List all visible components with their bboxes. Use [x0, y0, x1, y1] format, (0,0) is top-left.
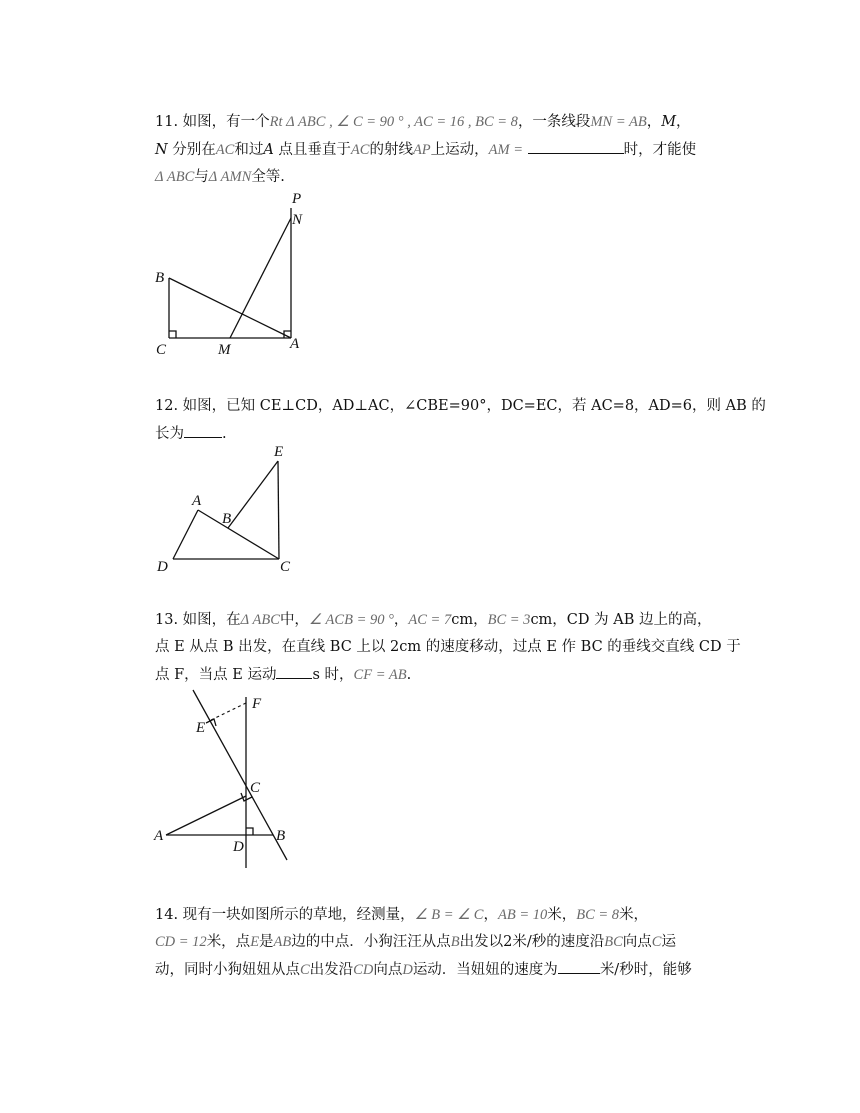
- text-segment: cm，CD 为 AB 边上的高，: [530, 612, 712, 628]
- question-14-line-3: [155, 956, 715, 984]
- label-d: D: [233, 839, 244, 855]
- question-11-line-2: [155, 136, 715, 164]
- question-13: [155, 607, 741, 689]
- segment-ac: [198, 510, 279, 559]
- label-b: B: [155, 270, 165, 286]
- text-segment: 的射线: [369, 142, 413, 158]
- text-segment: 现有一块如图所示的草地，经测量，: [182, 907, 415, 923]
- question-12-line-1: [155, 393, 766, 420]
- text-segment: N: [155, 142, 168, 158]
- text-segment: ，: [483, 907, 498, 923]
- question-13-line-2: [155, 634, 741, 661]
- answer-blank[interactable]: [184, 420, 222, 438]
- math-expression: BC = 8: [576, 907, 620, 923]
- label-c: C: [250, 780, 261, 796]
- text-segment: 点且垂直于: [273, 142, 351, 158]
- label-a: A: [290, 336, 300, 352]
- label-m: M: [218, 342, 231, 358]
- label-p: P: [292, 191, 302, 207]
- segment-ce: [278, 461, 279, 559]
- label-e: E: [274, 444, 284, 460]
- text-segment: 出发沿: [309, 962, 354, 978]
- label-n: N: [292, 212, 303, 228]
- math-expression: AB = 10: [497, 907, 548, 923]
- math-expression: C: [651, 934, 662, 950]
- question-14-line-2: [155, 929, 715, 956]
- text-segment: 与: [194, 169, 209, 185]
- question-12: [155, 393, 766, 448]
- label-b: B: [276, 828, 286, 844]
- text-segment: 出发以2米/秒的速度沿: [459, 934, 605, 950]
- math-expression: E: [250, 934, 260, 950]
- text-segment: 和过: [234, 142, 264, 158]
- math-expression: ∠ ACB = 90 °: [308, 612, 394, 628]
- text-segment: A: [263, 142, 274, 158]
- dashed-segment-ef: [211, 703, 246, 720]
- text-segment: ，: [393, 612, 409, 628]
- label-b: B: [222, 511, 232, 527]
- math-expression: Δ ABC: [155, 169, 195, 185]
- answer-blank[interactable]: [276, 661, 312, 679]
- text-segment: 运: [661, 934, 676, 950]
- math-expression: AC: [215, 142, 235, 158]
- question-number: 11.: [155, 114, 179, 130]
- text-segment: 如图，有一个: [182, 114, 270, 130]
- math-expression: Rt Δ ABC , ∠ C = 90 ° , AC = 16 , BC = 8: [269, 114, 518, 130]
- question-11: [155, 109, 715, 191]
- right-angle-c: [169, 331, 176, 338]
- text-segment: 点 E 从点 B 出发，在直线 BC 上以 2cm 的速度移动，过点 E 作 BC 的垂线交直线 CD 于: [155, 639, 741, 655]
- math-expression: BC = 3: [487, 612, 531, 628]
- answer-blank[interactable]: [528, 136, 624, 154]
- text-segment: ，: [646, 114, 662, 130]
- question-13-line-1: [155, 607, 715, 634]
- question-14: [155, 902, 715, 984]
- segment-mn: [230, 218, 291, 338]
- text-segment: 边的中点．小狗汪汪从点: [291, 934, 451, 950]
- text-segment: ，: [676, 114, 691, 130]
- answer-blank[interactable]: [558, 956, 600, 974]
- text-segment: 运动．当妞妞的速度为: [412, 962, 558, 978]
- text-segment: 是: [259, 934, 274, 950]
- math-expression: AC: [350, 142, 370, 158]
- question-13-line-3: [155, 661, 715, 689]
- math-expression: AP: [412, 142, 431, 158]
- text-segment: 向点: [622, 934, 652, 950]
- text-segment: 点 F，当点 E 运动: [155, 667, 277, 683]
- math-expression: D: [402, 962, 413, 978]
- question-11-line-3: [155, 164, 715, 191]
- segment-ac: [166, 796, 246, 835]
- math-expression: C: [300, 962, 310, 978]
- text-segment: 米，点: [206, 934, 251, 950]
- right-angle-e: [206, 719, 216, 726]
- question-number: 12.: [155, 398, 179, 414]
- label-e: E: [196, 720, 206, 736]
- text-segment: 中，: [279, 612, 309, 628]
- text-segment: 上运动，: [430, 142, 489, 158]
- text-segment: 向点: [373, 962, 403, 978]
- label-c: C: [280, 559, 291, 575]
- text-segment: ，一条线段: [517, 114, 591, 130]
- segment-ab: [169, 278, 291, 338]
- text-segment: 长为: [155, 426, 184, 442]
- segment-eb: [228, 461, 278, 528]
- text-segment: cm，: [451, 612, 488, 628]
- math-expression: AM =: [488, 142, 524, 158]
- text-segment: s 时，: [312, 667, 354, 683]
- label-d: D: [157, 559, 168, 575]
- math-expression: CF = AB: [353, 667, 407, 683]
- math-expression: AC = 7: [408, 612, 452, 628]
- math-expression: CD: [353, 962, 374, 978]
- right-angle-d: [246, 828, 253, 835]
- math-expression: CD = 12: [155, 934, 207, 950]
- text-segment: 分别在: [167, 142, 216, 158]
- math-expression: MN = AB: [590, 114, 647, 130]
- text-segment: 米，: [619, 907, 649, 923]
- text-segment: 米/秒时，能够: [599, 962, 692, 978]
- line-bc: [193, 690, 287, 860]
- label-c: C: [156, 342, 167, 358]
- text-segment: 米，: [547, 907, 577, 923]
- math-expression: Δ ABC: [240, 612, 280, 628]
- math-expression: AB: [273, 934, 292, 950]
- math-expression: Δ AMN: [208, 169, 252, 185]
- math-expression: BC: [604, 934, 623, 950]
- text-segment: 如图，在: [182, 612, 241, 628]
- text-segment: 如图，已知 CE⊥CD，AD⊥AC，∠CBE=90°，DC=EC，若 AC=8，AD=6，则 AB 的: [182, 398, 766, 414]
- question-12-line-2: [155, 420, 715, 448]
- text-segment: M: [661, 114, 677, 130]
- label-a: A: [154, 828, 164, 844]
- question-number: 13.: [155, 612, 179, 628]
- question-11-line-1: [155, 109, 715, 136]
- text-segment: 动，同时小狗妞妞从点: [155, 962, 300, 978]
- math-expression: B: [450, 934, 460, 950]
- right-angle-c: [241, 793, 252, 801]
- text-segment: 全等.: [251, 169, 285, 185]
- segment-da: [173, 510, 198, 559]
- question-14-line-1: [155, 902, 715, 929]
- text-segment: .: [406, 667, 412, 683]
- math-expression: ∠ B = ∠ C: [414, 907, 484, 923]
- label-a: A: [192, 493, 202, 509]
- text-segment: .: [222, 426, 227, 442]
- label-f: F: [252, 696, 262, 712]
- right-angle-a: [284, 331, 291, 338]
- text-segment: 时，才能使: [623, 142, 697, 158]
- question-number: 14.: [155, 907, 179, 923]
